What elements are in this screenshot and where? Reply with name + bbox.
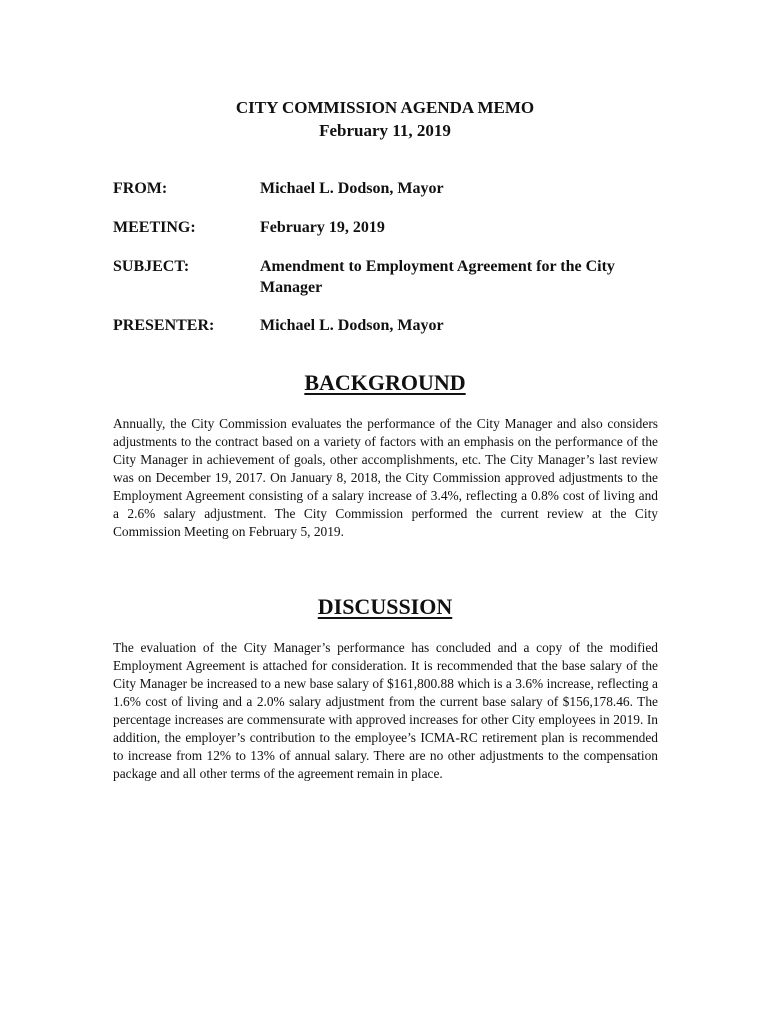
memo-date: February 11, 2019	[319, 121, 451, 140]
from-label: FROM:	[113, 180, 168, 197]
discussion-paragraph: The evaluation of the City Manager’s performance has concluded and a copy of the modified Employment Agreement is attached for consideration. It is recommended that the base salary of the City Manager be increased to a new base salary of $161,800.88 which is a 3.6% increase, reflecting a 1.6% cost of living and a 2.0% salary adjustment from the current base salary of $156,178.46. The percentage increases are commensurate with approved increases for other City employees in 2019. In addition, the employer’s contribution to the employee’s ICMA-RC retirement plan is recommended to increase from 12% to 13% of annual salary. There are no other adjustments to the compensation package and all other terms of the agreement remain in place.	[113, 640, 658, 781]
background-paragraph: Annually, the City Commission evaluates the performance of the City Manager and also considers adjustments to the contract based on a variety of factors with an emphasis on the performance of the City Manager in achievement of goals, other accomplishments, etc. The City Manager’s last review was on December 19, 2017. On January 8, 2018, the City Commission approved adjustments to the Employment Agreement consisting of a salary increase of 3.4%, reflecting a 0.8% cost of living and a 2.6% salary adjustment. The City Commission performed the current review at the City Commission Meeting on February 5, 2019.	[113, 416, 658, 539]
memo-title: CITY COMMISSION AGENDA MEMO	[235, 98, 535, 117]
from-value: Michael L. Dodson, Mayor	[260, 180, 444, 197]
presenter-value: Michael L. Dodson, Mayor	[260, 317, 444, 334]
subject-label: SUBJECT:	[113, 258, 190, 275]
meeting-label: MEETING:	[113, 219, 196, 236]
discussion-heading: DISCUSSION	[317, 594, 453, 619]
meeting-value: February 19, 2019	[260, 219, 385, 236]
presenter-label: PRESENTER:	[113, 317, 215, 334]
background-heading: BACKGROUND	[304, 370, 466, 395]
subject-value: Amendment to Employment Agreement for the City Manager	[260, 258, 615, 296]
